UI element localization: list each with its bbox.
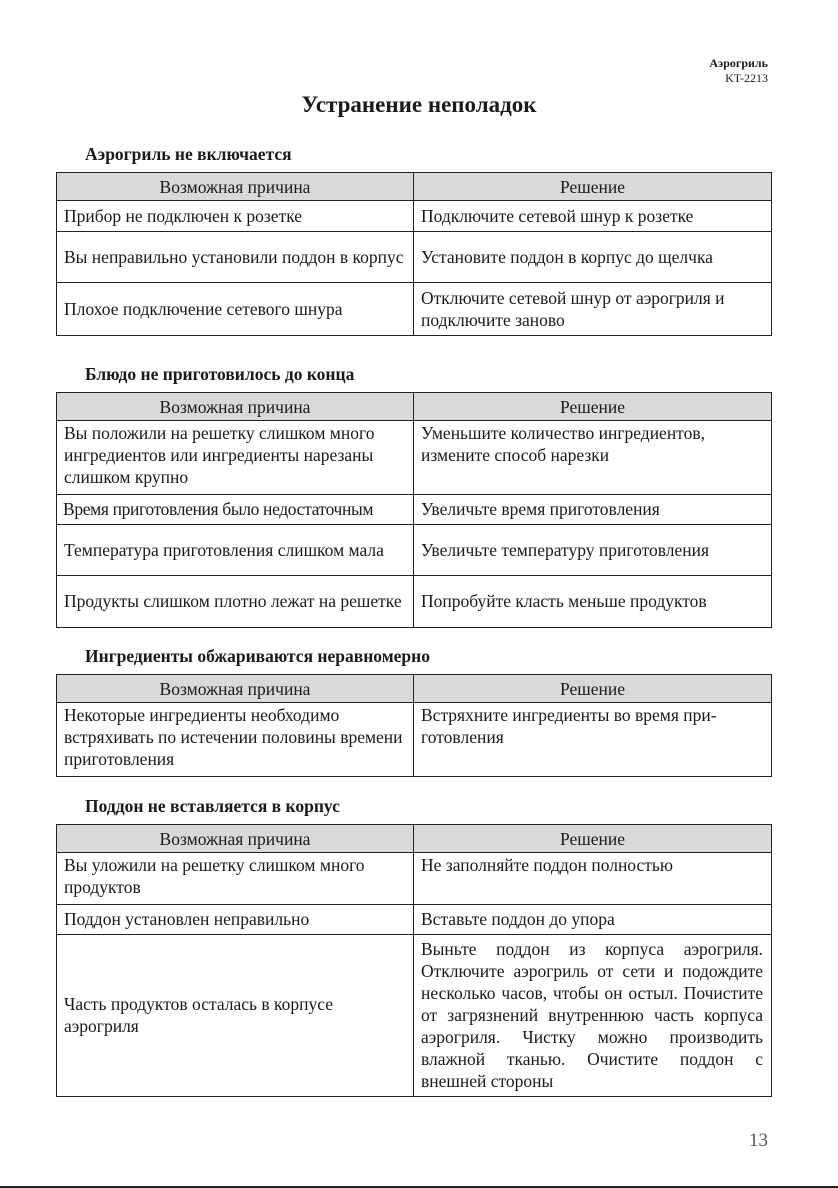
solution-cell: Уменьшите количество ингредиентов, измените способ нарезки [414,421,772,495]
solution-cell: Увеличьте температуру приготовления [414,525,772,576]
cause-cell: Прибор не подключен к розетке [57,201,414,232]
header-model: KT-2213 [725,71,768,85]
table-header-row [57,393,772,421]
section-heading: Ингредиенты обжариваются неравномерно [85,646,430,666]
cause-cell: Поддон установлен неправильно [57,905,414,935]
table-row [57,495,772,525]
solution-cell: Увеличьте время приготовления [414,495,772,525]
section-heading: Поддон не вставляется в корпус [85,796,340,816]
column-header-cause: Возможная причина [57,393,414,421]
cause-cell: Время приготовления было недостаточным [57,495,414,525]
column-header-cause: Возможная причина [57,675,414,703]
section-uneven-frying [56,646,771,777]
section-not-cooked [56,364,771,628]
table-header-row [57,173,772,201]
solution-cell: Не заполняйте поддон полностью [414,853,772,905]
table-header-row [57,825,772,853]
troubleshooting-table [56,392,772,628]
column-header-solution: Решение [414,393,772,421]
table-row [57,232,772,283]
troubleshooting-table [56,674,772,777]
column-header-solution: Решение [414,825,772,853]
table-row [57,703,772,777]
page-title: Устранение неполадок [301,92,537,117]
cause-cell: Продукты слишком плотно лежат на решетке [57,576,414,628]
table-row [57,905,772,935]
cause-cell: Вы уложили на решетку слишком много продуктов [57,853,414,905]
table-row [57,576,772,628]
solution-cell: Попробуйте класть меньше продуктов [414,576,772,628]
table-row [57,525,772,576]
cause-cell: Температура приготовления слишком мала [57,525,414,576]
header-brand: Аэрогриль [709,56,768,70]
section-tray-not-inserting [56,796,771,1097]
page-number: 13 [749,1130,768,1151]
table-row [57,283,772,336]
solution-cell: Установите поддон в корпус до щелчка [414,232,772,283]
cause-cell: Плохое подключение сетевого шнура [57,283,414,336]
section-heading: Аэрогриль не включается [85,144,292,164]
column-header-solution: Решение [414,675,772,703]
solution-cell: Вставьте поддон до упора [414,905,772,935]
column-header-solution: Решение [414,173,772,201]
table-row [57,935,772,1097]
section-heading: Блюдо не приготовилось до конца [85,364,355,384]
table-row [57,201,772,232]
solution-cell: Выньте поддон из корпуса аэрогриля. Отключите аэрогриль от сети и подождите несколько часов, чтобы он остыл. Почистите от загрязнений внутреннюю часть корпуса аэрогриля. Чистку можно производить влажной тканью. Очистите поддон с внешней стороны [414,935,772,1097]
cause-cell: Некоторые ингредиенты необходимо встряхивать по истечении половины времени приготовления [57,703,414,777]
column-header-cause: Возможная причина [57,173,414,201]
table-header-row [57,675,772,703]
running-header [709,56,768,86]
solution-cell: Подключите сетевой шнур к розетке [414,201,772,232]
troubleshooting-table [56,172,772,336]
table-row [57,853,772,905]
troubleshooting-table [56,824,772,1097]
table-row [57,421,772,495]
cause-cell: Часть продуктов осталась в корпусе аэрогриля [57,935,414,1097]
solution-cell: Встряхните ингредиенты во время приготовления [414,703,772,777]
solution-cell: Отключите сетевой шнур от аэрогриля и подключите заново [414,283,772,336]
cause-cell: Вы положили на решетку слишком много ингредиентов или ингредиенты нарезаны слишком крупно [57,421,414,495]
cause-cell: Вы неправильно установили поддон в корпус [57,232,414,283]
column-header-cause: Возможная причина [57,825,414,853]
section-not-turning-on [56,144,771,336]
